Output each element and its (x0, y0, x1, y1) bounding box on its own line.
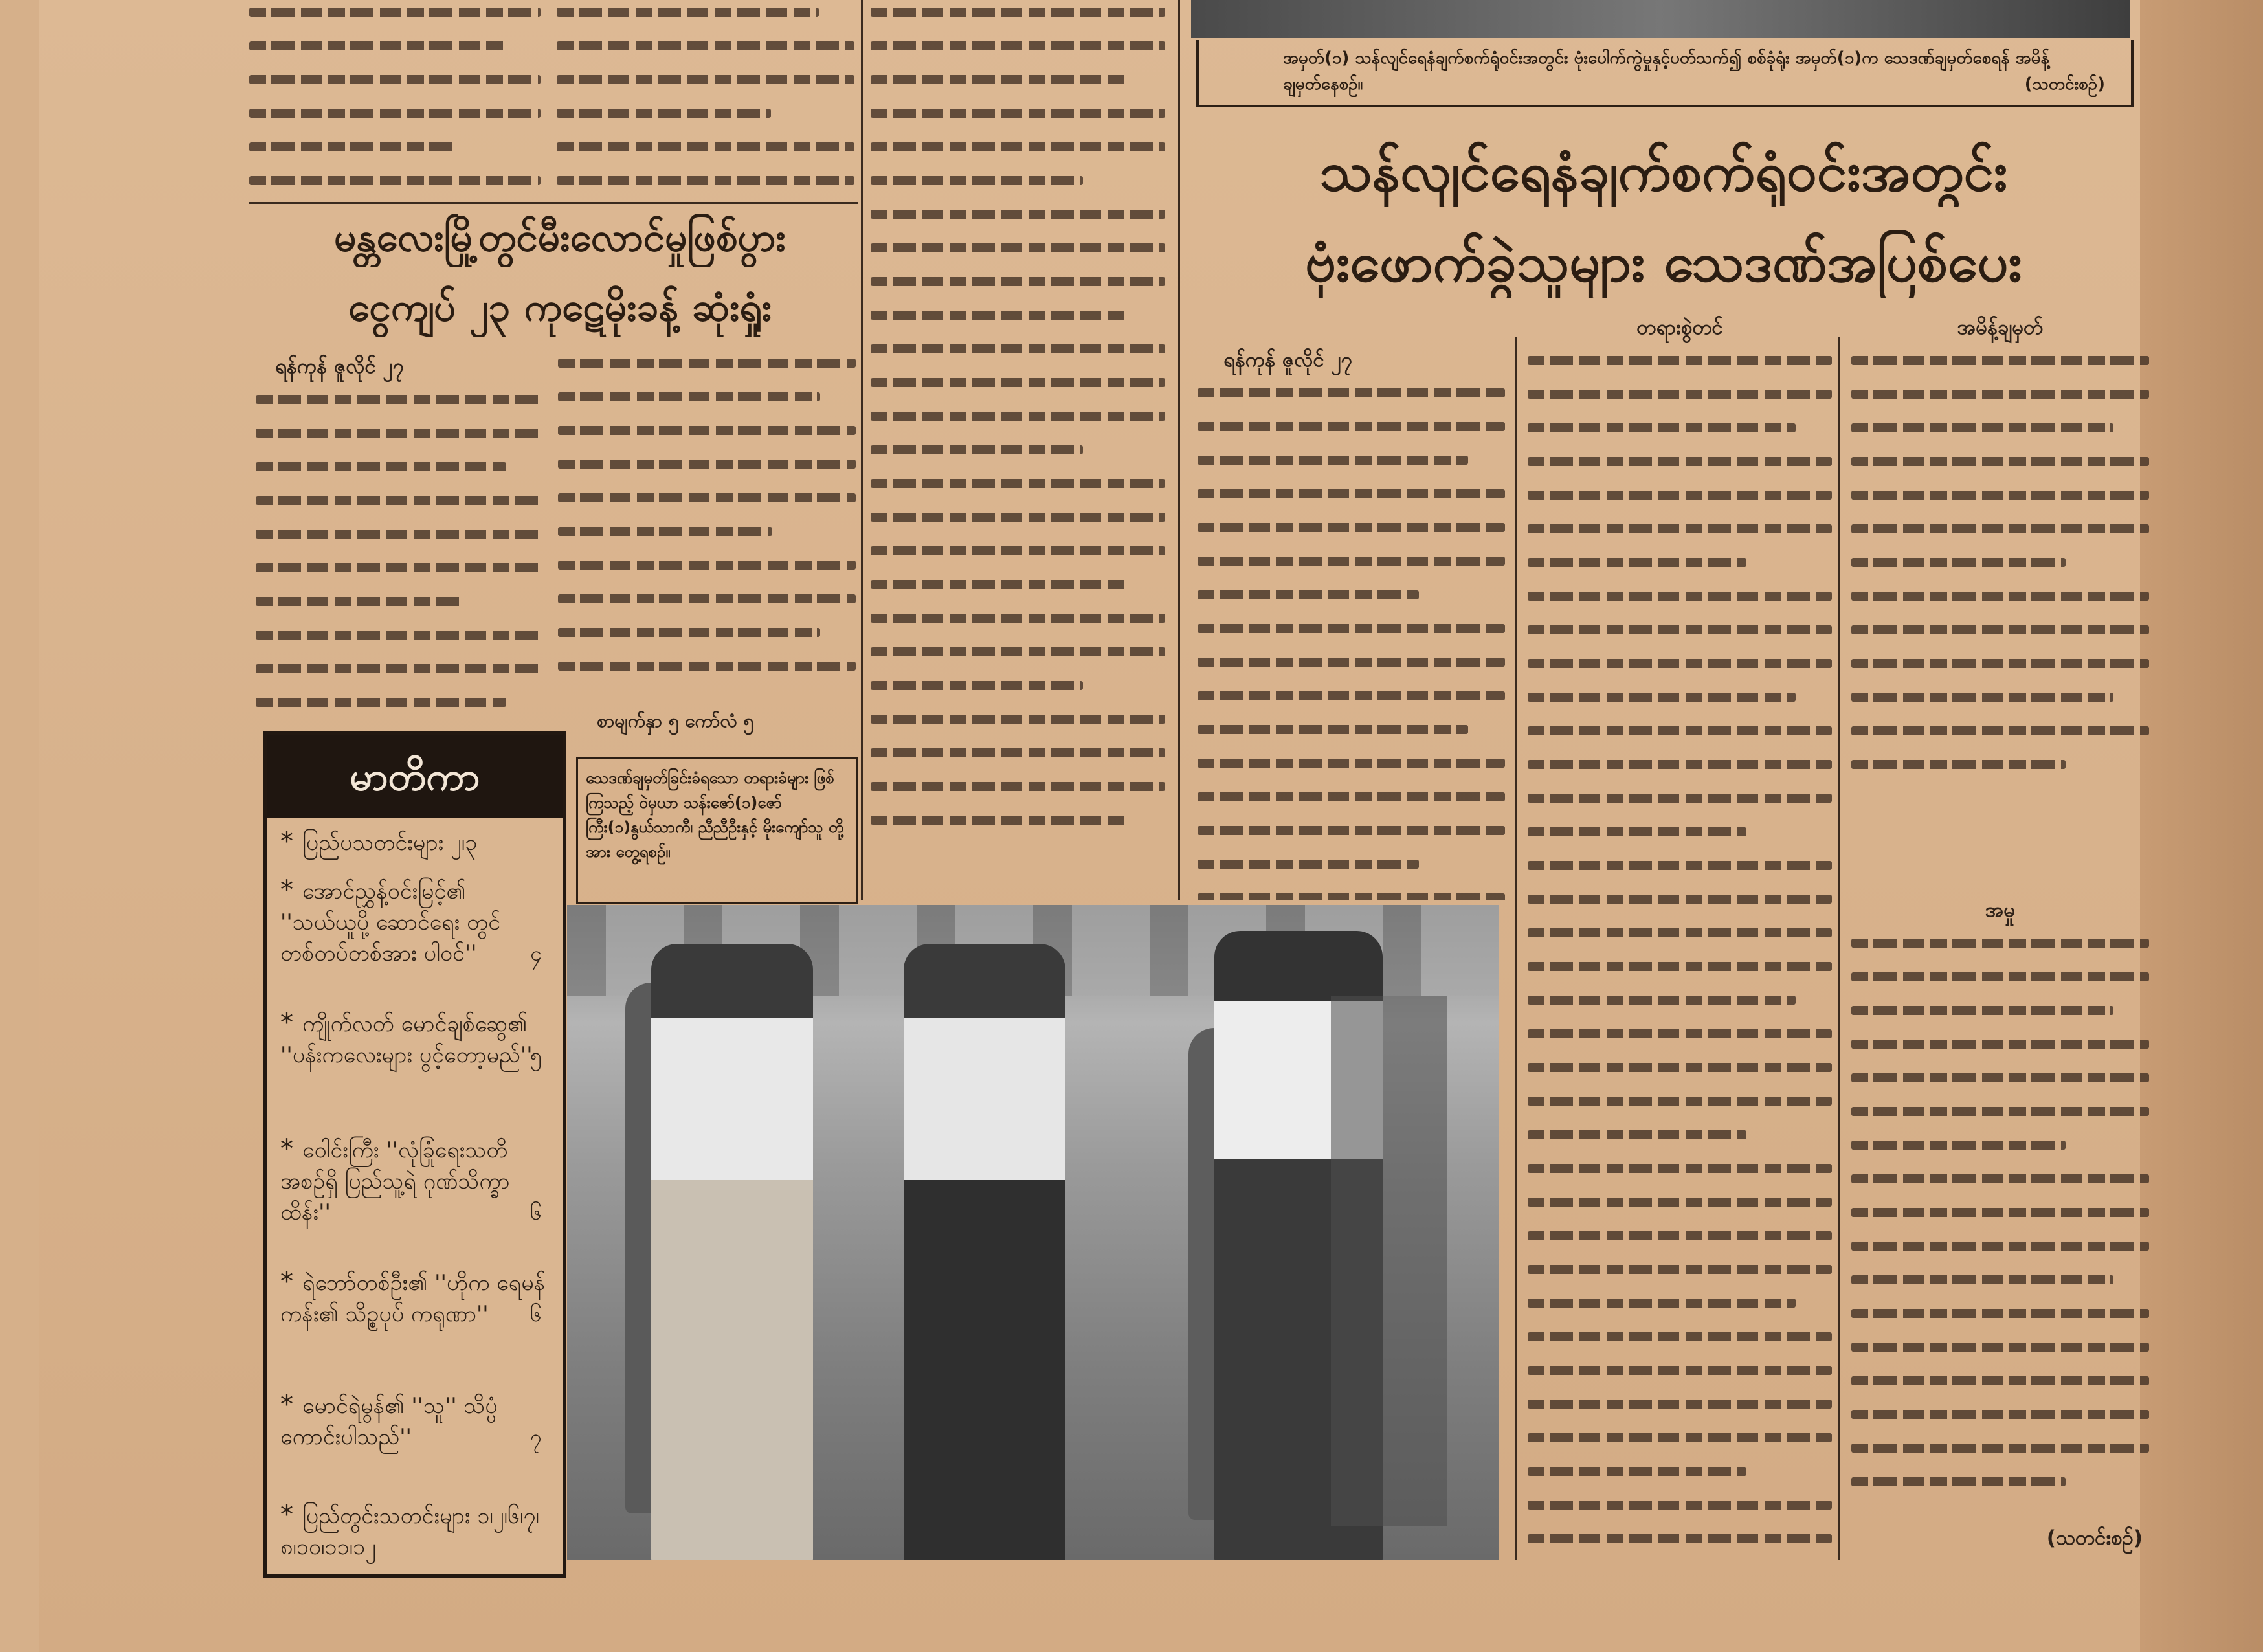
main-story-column-1 (1198, 343, 1505, 900)
contents-item: * အောင်ညွှန့်ဝင်းမြင့်၏ ''သယ်ယူပို့ ဆောင်ရေး တွင် တစ်တပ်တစ်အား ပါဝင်'' ၄ (280, 875, 542, 966)
mid-caption: သေဒဏ်ချမှတ်ခြင်းခံရသော တရားခံများ ဖြစ်ကြသည့် ဝဲမှယာ သန်းဇော်(၁)ဇော်ကြီး(၁)နွယ်သာကီ၊ ညီညီဦးနှင့် မိုးကျော်သူ တို့အား တွေ့ရစဉ်။ (586, 769, 844, 861)
top-photo-strip (1191, 0, 2130, 38)
contents-item: * ကျိုက်လတ် မောင်ချစ်ဆွေ၏ ''ပန်းကလေးများ ပွင့်တော့မည်'' ၅ (280, 1008, 542, 1068)
left-headline-line-1: မန္တလေးမြို့တွင်မီးလောင်မှုဖြစ်ပွား (334, 215, 786, 260)
left-story-column-2 (558, 350, 856, 738)
contents-title: မာတိကာ (267, 735, 563, 818)
continued-note: စာမျက်နှာ ၅ ကော်လံ ၅ (597, 710, 754, 731)
contents-item: * ဝေါင်းကြီး ''လုံခြုံရေးသတိအစဉ်ရှိ ပြည်သူ့ရဲ ဂုဏ်သိက္ခာထိန်း'' ၆ (280, 1134, 542, 1225)
column-rule (1515, 337, 1517, 1560)
main-dateline: ရန်ကုန် ဇူလိုင် ၂၇ (1223, 348, 1353, 372)
left-story-column-1 (256, 350, 541, 712)
asterisk-icon: * (280, 1008, 293, 1038)
contents-item: * ပြည်တွင်းသတင်းများ ၁၊၂၊၆၊၇၊၈၊၁၀၊၁၁၊၁၂ (280, 1500, 539, 1560)
contents-item: * မောင်ရဲမွန်၏ ''သူ'' သိပ္ပံ ကောင်းပါသည်'' ၇ (280, 1390, 542, 1450)
subhead-case: အမှု (1985, 899, 2016, 922)
main-headline-line-1: သန်လျင်ရေနံချက်စက်ရုံဝင်းအတွင်း (1319, 140, 2008, 203)
asterisk-icon: * (280, 1134, 293, 1164)
news-photo (567, 905, 1499, 1560)
asterisk-icon: * (280, 1267, 293, 1297)
main-headline-line-2: ဗုံးဖောက်ခွဲသူများ သေဒဏ်အပြစ်ပေး (1305, 230, 2022, 294)
contents-box (263, 731, 566, 1578)
subhead-verdict: အမိန့်ချမှတ် (1957, 316, 2044, 339)
subhead-charges: တရားစွဲတင် (1636, 316, 1723, 339)
main-story-column-3 (1851, 311, 2149, 1560)
page-edge (2140, 0, 2263, 1652)
photo-caption: အမှတ်(၁) သန်လျင်ရေနံချက်စက်ရုံဝင်းအတွင်း ဗုံးပေါက်ကွဲမှုနှင့်ပတ်သက်၍ စစ်ခုံရုံး အမှတ်(၁)က သေဒဏ်ချမှတ်စေရန် အမိန့်ချမှတ်နေစဉ်။ (1283, 49, 2049, 94)
photo-figure-person (651, 944, 813, 1560)
column-rule (861, 0, 863, 900)
contents-item: * ရဲဘော်တစ်ဦး၏ ''ဟိုက ရေမန်ကန်း၏ သိဉ္စပုပ် ကရုဏာ'' ၆ (280, 1267, 546, 1327)
top-left-column-2 (557, 0, 854, 201)
horizontal-rule (249, 202, 858, 204)
asterisk-icon: * (280, 1390, 293, 1420)
top-left-column-1 (249, 0, 541, 201)
column-rule (1178, 0, 1180, 900)
asterisk-icon: * (280, 827, 293, 856)
photo-figure-person (904, 944, 1065, 1560)
asterisk-icon: * (280, 1500, 293, 1530)
main-credit: (သတင်းစဉ်) (2046, 1526, 2143, 1550)
main-story-column-2 (1528, 311, 1832, 1560)
left-dateline: ရန်ကုန် ဇူလိုင် ၂၇ (275, 355, 405, 378)
mid-caption-box (576, 757, 858, 904)
asterisk-icon: * (280, 875, 293, 905)
left-headline-line-2: ငွေကျပ် ၂၃ ကုဋေမိုးခန့် ဆုံးရှုံး (348, 285, 772, 330)
photo-caption-credit: (သတင်းစဉ်) (2024, 74, 2105, 94)
contents-item: * ပြည်ပသတင်းများ ၂၊၃ (280, 827, 478, 856)
top-middle-column (871, 0, 1165, 887)
column-rule (1838, 337, 1840, 1560)
photo-caption-box (1196, 40, 2134, 107)
